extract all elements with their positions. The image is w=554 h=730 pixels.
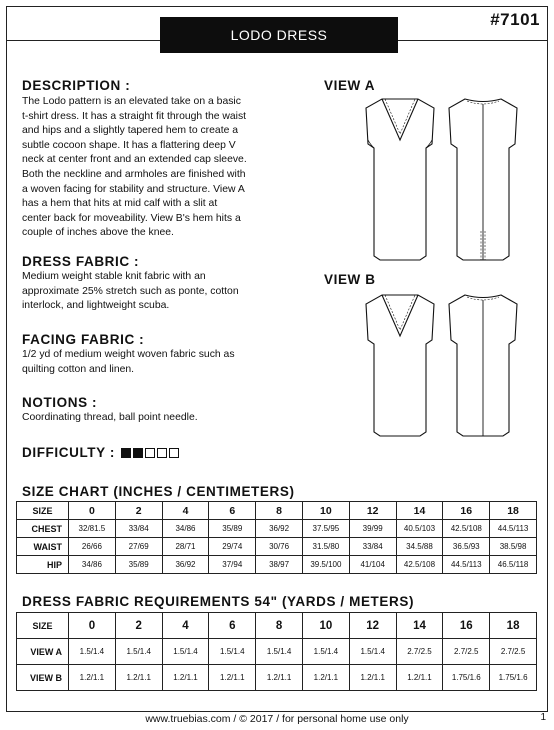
table-cell: 37.5/95: [302, 520, 349, 538]
table-cell: 34/86: [162, 520, 209, 538]
difficulty-square-empty: [157, 448, 167, 458]
text-line: 1/2 yd of medium weight woven fabric such as: [22, 349, 235, 360]
page-number: 1: [540, 712, 546, 723]
fabric-requirements-title: DRESS FABRIC REQUIREMENTS 54" (YARDS / METERS): [22, 594, 415, 609]
description-text: [22, 95, 247, 241]
size-header-cell: 4: [162, 613, 209, 639]
table-cell: 1.75/1.6: [490, 665, 537, 691]
header-rule-right: [398, 40, 548, 41]
difficulty-rating: [22, 445, 181, 460]
table-cell: 37/94: [209, 556, 256, 574]
size-chart-title: SIZE CHART (INCHES / CENTIMETERS): [22, 484, 295, 499]
fabric-requirements-table: [16, 612, 537, 691]
table-cell: 40.5/103: [396, 520, 443, 538]
table-cell: 29/74: [209, 538, 256, 556]
size-header-cell: 18: [490, 613, 537, 639]
size-header-cell: 6: [209, 613, 256, 639]
table-cell: 36.5/93: [443, 538, 490, 556]
pattern-number: #7101: [490, 10, 540, 29]
table-cell: 1.5/1.4: [69, 639, 116, 665]
difficulty-label: DIFFICULTY :: [22, 445, 115, 460]
size-header-cell: 6: [209, 502, 256, 520]
text-line: t-shirt dress. It has a straight fit through the waist: [22, 110, 247, 122]
row-label: WAIST: [17, 538, 69, 556]
table-cell: 1.5/1.4: [256, 639, 303, 665]
size-header-cell: 8: [256, 613, 303, 639]
table-cell: 30/76: [256, 538, 303, 556]
view-a-front-illustration: [360, 96, 440, 266]
size-header-cell: 12: [349, 613, 396, 639]
view-b-front-illustration: [360, 292, 440, 442]
facing-fabric-text: [22, 348, 235, 377]
table-cell: 26/66: [69, 538, 116, 556]
row-label: HIP: [17, 556, 69, 574]
text-line: Both the neckline and armholes are finished with: [22, 168, 246, 180]
text-line: center back for moveability. View B's hem hits a: [22, 212, 241, 224]
table-cell: 39/99: [349, 520, 396, 538]
text-line: Medium weight stable knit fabric with an: [22, 271, 206, 282]
text-line: neck at center front and an extended cap sleeve.: [22, 154, 247, 166]
table-cell: 44.5/113: [443, 556, 490, 574]
difficulty-squares: [121, 448, 181, 458]
table-cell: 33/84: [349, 538, 396, 556]
size-header-cell: 10: [302, 613, 349, 639]
description-heading: DESCRIPTION :: [22, 78, 131, 93]
view-a-label: VIEW A: [324, 78, 376, 93]
table-cell: 1.5/1.4: [162, 639, 209, 665]
row-label: VIEW B: [17, 665, 69, 691]
view-b-label: VIEW B: [324, 272, 376, 287]
table-cell: 1.2/1.1: [209, 665, 256, 691]
size-header-cell: 0: [69, 502, 116, 520]
table-header-row: [17, 502, 537, 520]
table-cell: 1.5/1.4: [349, 639, 396, 665]
dress-fabric-heading: DRESS FABRIC :: [22, 254, 140, 269]
table-cell: 1.5/1.4: [115, 639, 162, 665]
table-row: [17, 639, 537, 665]
text-line: has a hem that hits at mid calf with a slit at: [22, 198, 218, 210]
table-cell: 1.2/1.1: [69, 665, 116, 691]
table-cell: 1.5/1.4: [209, 639, 256, 665]
table-cell: 35/89: [209, 520, 256, 538]
size-column-header: SIZE: [17, 502, 69, 520]
size-header-cell: 2: [115, 502, 162, 520]
table-cell: 34.5/88: [396, 538, 443, 556]
text-line: The Lodo pattern is an elevated take on a basic: [22, 96, 241, 107]
notions-text: [22, 411, 198, 426]
text-line: quilting cotton and linen.: [22, 363, 135, 375]
table-cell: 2.7/2.5: [490, 639, 537, 665]
row-label: VIEW A: [17, 639, 69, 665]
size-header-cell: 12: [349, 502, 396, 520]
text-line: Coordinating thread, ball point needle.: [22, 412, 198, 423]
table-cell: 41/104: [349, 556, 396, 574]
size-header-cell: 16: [443, 502, 490, 520]
view-a-back-illustration: [443, 96, 523, 266]
footer-text: www.truebias.com / © 2017 / for personal home use only: [145, 713, 409, 725]
table-cell: 38.5/98: [490, 538, 537, 556]
table-cell: 42.5/108: [396, 556, 443, 574]
table-cell: 1.2/1.1: [302, 665, 349, 691]
size-header-cell: 18: [490, 502, 537, 520]
size-header-cell: 0: [69, 613, 116, 639]
pattern-title: LODO DRESS: [160, 17, 398, 53]
size-header-cell: 16: [443, 613, 490, 639]
text-line: and hips and a slightly tapered hem to create a: [22, 125, 239, 137]
size-column-header: SIZE: [17, 613, 69, 639]
table-cell: 35/89: [115, 556, 162, 574]
size-header-cell: 14: [396, 613, 443, 639]
table-cell: 42.5/108: [443, 520, 490, 538]
difficulty-square-filled: [121, 448, 131, 458]
size-header-cell: 10: [302, 502, 349, 520]
text-line: interlock, and lightweight scuba.: [22, 300, 170, 312]
table-cell: 38/97: [256, 556, 303, 574]
view-b-back-illustration: [443, 292, 523, 442]
table-cell: 33/84: [115, 520, 162, 538]
dress-fabric-text: [22, 270, 239, 314]
table-cell: 34/86: [69, 556, 116, 574]
table-header-row: [17, 613, 537, 639]
size-chart-table: [16, 501, 537, 574]
table-cell: 39.5/100: [302, 556, 349, 574]
text-line: approximate 25% stretch such as ponte, cotton: [22, 285, 239, 297]
size-header-cell: 2: [115, 613, 162, 639]
table-cell: 1.2/1.1: [115, 665, 162, 691]
table-cell: 36/92: [256, 520, 303, 538]
table-cell: 1.2/1.1: [396, 665, 443, 691]
size-header-cell: 14: [396, 502, 443, 520]
table-cell: 1.5/1.4: [302, 639, 349, 665]
table-row: [17, 538, 537, 556]
table-cell: 1.2/1.1: [256, 665, 303, 691]
table-cell: 2.7/2.5: [396, 639, 443, 665]
table-cell: 44.5/113: [490, 520, 537, 538]
table-cell: 28/71: [162, 538, 209, 556]
row-label: CHEST: [17, 520, 69, 538]
difficulty-square-filled: [133, 448, 143, 458]
difficulty-square-empty: [169, 448, 179, 458]
table-row: [17, 520, 537, 538]
difficulty-square-empty: [145, 448, 155, 458]
text-line: a woven facing for stability and structure. View A: [22, 183, 245, 195]
table-cell: 31.5/80: [302, 538, 349, 556]
text-line: couple of inches above the knee.: [22, 227, 174, 239]
table-cell: 46.5/118: [490, 556, 537, 574]
size-header-cell: 4: [162, 502, 209, 520]
table-cell: 32/81.5: [69, 520, 116, 538]
table-cell: 1.75/1.6: [443, 665, 490, 691]
size-header-cell: 8: [256, 502, 303, 520]
table-cell: 36/92: [162, 556, 209, 574]
text-line: subtle cocoon shape. It has a flattering deep V: [22, 139, 236, 151]
table-cell: 1.2/1.1: [349, 665, 396, 691]
table-row: [17, 556, 537, 574]
table-cell: 2.7/2.5: [443, 639, 490, 665]
table-row: [17, 665, 537, 691]
table-cell: 1.2/1.1: [162, 665, 209, 691]
table-cell: 27/69: [115, 538, 162, 556]
notions-heading: NOTIONS :: [22, 395, 98, 410]
header-rule-left: [6, 40, 160, 41]
facing-fabric-heading: FACING FABRIC :: [22, 332, 145, 347]
